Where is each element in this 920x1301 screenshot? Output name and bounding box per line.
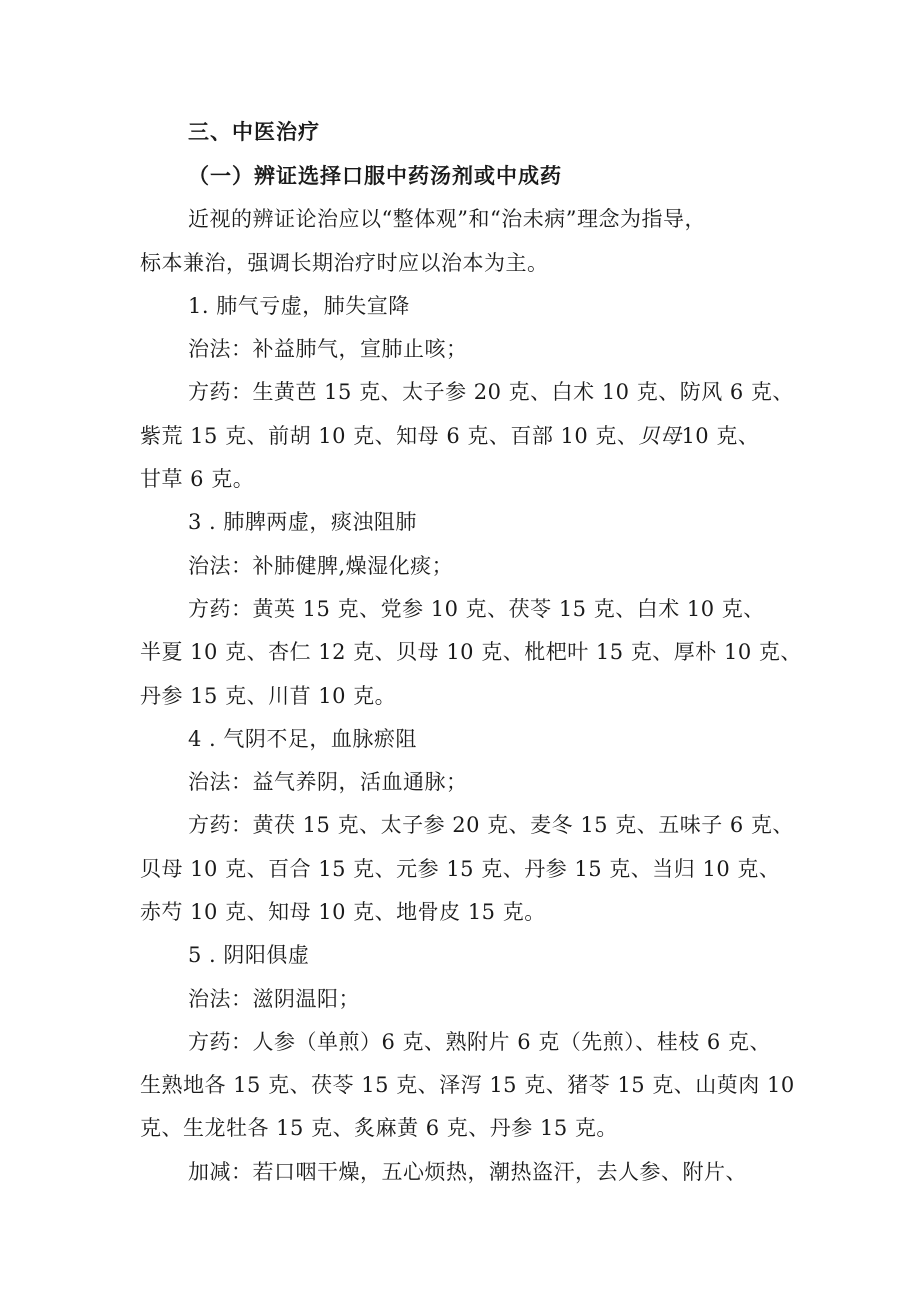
intro-line-2: 标本兼治，强调长期治疗时应以治本为主。	[140, 251, 549, 275]
syndrome-1-title: 1. 肺气亏虚，肺失宣降	[188, 294, 410, 318]
syndrome-4-formula-line-3: 赤芍 10 克、知母 10 克、地骨皮 15 克。	[140, 900, 546, 924]
syndrome-4-method: 治法：益气养阴，活血通脉；	[188, 770, 468, 794]
syndrome-3-title: 3 . 肺脾两虚，痰浊阻肺	[188, 510, 417, 534]
syndrome-3-method: 治法：补肺健脾,燥湿化痰；	[188, 554, 454, 578]
syndrome-5-method: 治法：滋阴温阳；	[188, 987, 360, 1011]
formula-italic-herb: 贝母	[638, 424, 682, 448]
syndrome-3-formula-line-1: 方药：黄英 15 克、党参 10 克、茯苓 15 克、白术 10 克、	[188, 597, 765, 621]
syndrome-1-formula-line-3: 甘草 6 克。	[140, 467, 255, 491]
syndrome-5-formula-line-2: 生熟地各 15 克、茯苓 15 克、泽泻 15 克、猪苓 15 克、山萸肉 10	[140, 1073, 795, 1097]
syndrome-5-formula-line-1: 方药：人参（单煎）6 克、熟附片 6 克（先煎）、桂枝 6 克、	[188, 1030, 771, 1054]
syndrome-4-formula-line-2: 贝母 10 克、百合 15 克、元参 15 克、丹参 15 克、当归 10 克、	[140, 857, 781, 881]
syndrome-1-method: 治法：补益肺气，宣肺止咳；	[188, 337, 468, 361]
syndrome-4-formula-line-1: 方药：黄茯 15 克、太子参 20 克、麦冬 15 克、五味子 6 克、	[188, 813, 794, 837]
section-title: 三、中医治疗	[188, 120, 320, 144]
syndrome-3-formula-line-2: 半夏 10 克、杏仁 12 克、贝母 10 克、枇杷叶 15 克、厚朴 10 克、	[140, 640, 802, 664]
formula-text: 紫荒 15 克、前胡 10 克、知母 6 克、百部 10 克、	[140, 424, 639, 448]
syndrome-1-formula-line-2	[140, 422, 800, 450]
syndrome-5-title: 5 . 阴阳俱虚	[188, 943, 310, 967]
formula-text: 10 克、	[681, 424, 760, 448]
syndrome-3-formula-line-3: 丹参 15 克、川苜 10 克。	[140, 684, 397, 708]
syndrome-5-modification: 加减：若口咽干燥，五心烦热，潮热盗汗，去人参、附片、	[188, 1160, 747, 1184]
syndrome-1-formula-line-1: 方药：生黄芭 15 克、太子参 20 克、白术 10 克、防风 6 克、	[188, 380, 794, 404]
subsection-title: （一）辨证选择口服中药汤剂或中成药	[188, 164, 562, 188]
syndrome-5-formula-line-3: 克、生龙牡各 15 克、炙麻黄 6 克、丹参 15 克。	[140, 1116, 618, 1140]
intro-line-1: 近视的辨证论治应以“整体观”和“治未病”理念为指导，	[188, 207, 706, 231]
syndrome-4-title: 4 . 气阴不足，血脉瘀阻	[188, 727, 417, 751]
